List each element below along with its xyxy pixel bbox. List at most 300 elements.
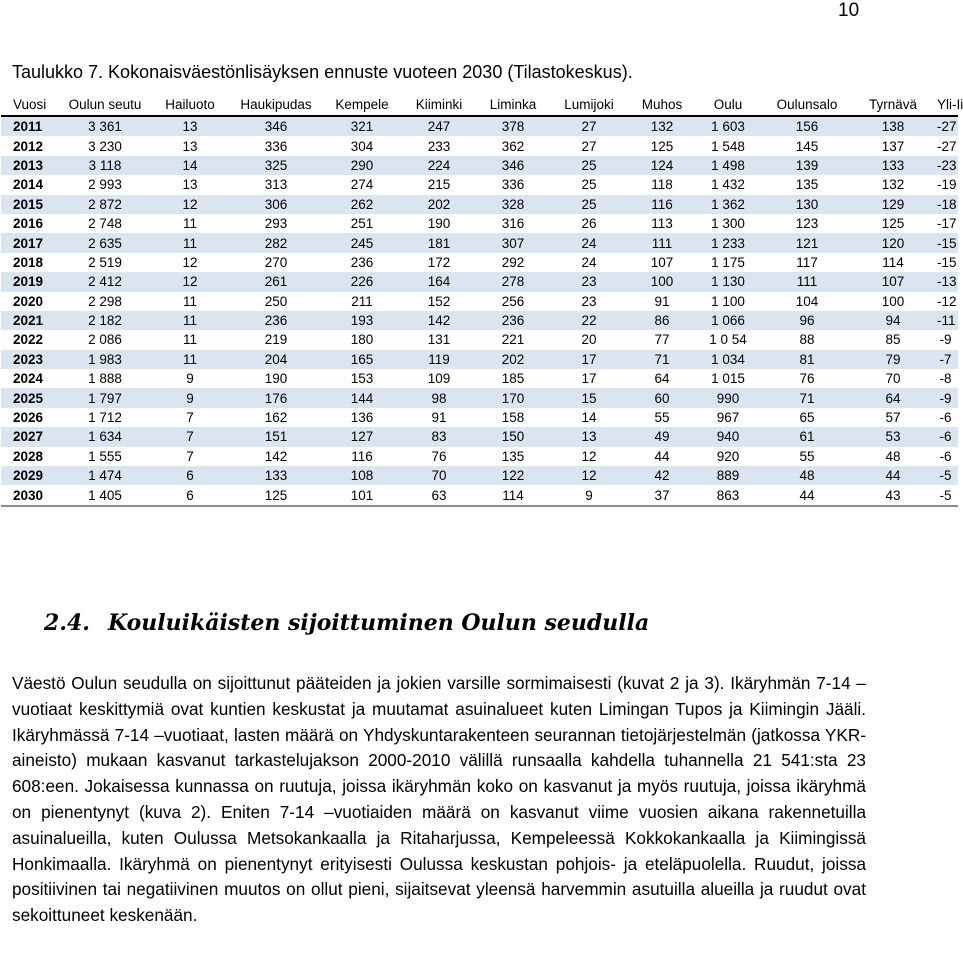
value-cell: 190 — [427, 216, 451, 232]
value-cell: 261 — [229, 272, 323, 291]
value-cell: 71 — [629, 350, 695, 369]
value-cell: 1 603 — [695, 116, 761, 136]
value-cell: 27 — [581, 138, 597, 154]
value-cell: 79 — [853, 350, 933, 369]
value-cell: 940 — [695, 427, 761, 446]
value-cell: 12 — [151, 272, 229, 291]
value-cell: 2 086 — [88, 332, 122, 348]
year-cell: 2019 — [1, 272, 59, 291]
table-row — [1, 427, 958, 446]
value-cell: 76 — [431, 448, 447, 464]
value-cell: 11 — [151, 350, 229, 369]
value-cell: 3 118 — [59, 156, 151, 175]
value-cell: 967 — [716, 410, 740, 426]
value-cell: 2 872 — [59, 195, 151, 214]
column-header: Liminka — [477, 93, 549, 116]
value-cell: 144 — [323, 388, 401, 407]
column-header: Oulunsalo — [761, 93, 853, 116]
value-cell: -27 — [937, 138, 957, 154]
column-header: Oulu — [695, 93, 761, 116]
value-cell: 133 — [229, 466, 323, 485]
value-cell: 190 — [264, 371, 288, 387]
value-cell: 135 — [501, 448, 525, 464]
value-cell: -15 — [933, 233, 958, 252]
value-cell: 113 — [651, 216, 673, 232]
value-cell: -17 — [937, 216, 957, 232]
year-cell: 2021 — [1, 311, 59, 330]
value-cell: 2 748 — [88, 216, 122, 232]
value-cell: 107 — [853, 272, 933, 291]
value-cell: 1 797 — [59, 388, 151, 407]
value-cell: 165 — [323, 350, 401, 369]
value-cell: 76 — [799, 371, 815, 387]
table-header-row — [1, 93, 958, 116]
value-cell: 150 — [477, 427, 549, 446]
table-row — [1, 447, 958, 466]
table-caption: Taulukko 7. Kokonaisväestönlisäyksen ennuste vuoteen 2030 (Tilastokeskus). — [12, 62, 633, 82]
value-cell: 132 — [629, 116, 695, 136]
value-cell: 292 — [501, 254, 525, 270]
value-cell: 282 — [229, 233, 323, 252]
value-cell: 226 — [323, 272, 401, 291]
value-cell: -23 — [933, 156, 958, 175]
value-cell: 25 — [549, 195, 629, 214]
value-cell: 12 — [581, 448, 597, 464]
value-cell: 13 — [549, 427, 629, 446]
value-cell: 23 — [581, 293, 597, 309]
value-cell: 116 — [629, 195, 695, 214]
table-row — [1, 175, 958, 194]
value-cell: 42 — [629, 466, 695, 485]
table-row — [1, 214, 958, 233]
value-cell: -12 — [937, 293, 957, 309]
column-header: Kempele — [323, 93, 401, 116]
value-cell: -18 — [933, 195, 958, 214]
value-cell: 100 — [629, 272, 695, 291]
column-header: Yli-Ii — [933, 93, 958, 116]
value-cell: 130 — [761, 195, 853, 214]
value-cell: 204 — [229, 350, 323, 369]
value-cell: 64 — [853, 388, 933, 407]
value-cell: -6 — [939, 448, 952, 464]
value-cell: -13 — [933, 272, 958, 291]
value-cell: 17 — [581, 371, 597, 387]
value-cell: 224 — [401, 156, 477, 175]
year-cell: 2028 — [13, 448, 44, 464]
value-cell: 108 — [323, 466, 401, 485]
value-cell: -19 — [937, 177, 957, 193]
value-cell: -5 — [933, 466, 958, 485]
table-row — [1, 116, 958, 136]
value-cell: 321 — [323, 116, 401, 136]
value-cell: 111 — [761, 272, 853, 291]
year-cell: 2015 — [1, 195, 59, 214]
value-cell: 176 — [229, 388, 323, 407]
value-cell: 1 432 — [711, 177, 745, 193]
value-cell: 162 — [264, 410, 288, 426]
value-cell: 120 — [853, 233, 933, 252]
value-cell: 86 — [629, 311, 695, 330]
value-cell: 55 — [654, 410, 670, 426]
table-row — [1, 311, 958, 330]
table-row — [1, 136, 958, 155]
value-cell: -5 — [933, 485, 958, 505]
value-cell: 55 — [799, 448, 815, 464]
value-cell: 1 100 — [711, 293, 745, 309]
value-cell: 22 — [549, 311, 629, 330]
value-cell: 142 — [401, 311, 477, 330]
year-cell: 2029 — [1, 466, 59, 485]
value-cell: 202 — [401, 195, 477, 214]
value-cell: -11 — [933, 311, 958, 330]
table-row — [1, 272, 958, 291]
value-cell: 2 182 — [59, 311, 151, 330]
value-cell: 1 474 — [59, 466, 151, 485]
value-cell: 127 — [323, 427, 401, 446]
value-cell: 119 — [401, 350, 477, 369]
value-cell: 7 — [186, 448, 194, 464]
value-cell: 11 — [182, 293, 197, 309]
value-cell: 990 — [695, 388, 761, 407]
value-cell: 17 — [549, 350, 629, 369]
value-cell: 111 — [629, 233, 695, 252]
value-cell: 1 983 — [59, 350, 151, 369]
value-cell: 245 — [323, 233, 401, 252]
table-row — [1, 156, 958, 175]
section-title: Kouluikäisten sijoittuminen Oulun seudulla — [107, 610, 650, 636]
value-cell: 100 — [881, 293, 905, 309]
value-cell: 9 — [549, 485, 629, 505]
value-cell: 336 — [501, 177, 525, 193]
value-cell: 262 — [323, 195, 401, 214]
value-cell: 1 066 — [695, 311, 761, 330]
value-cell: 71 — [761, 388, 853, 407]
column-header: Muhos — [629, 93, 695, 116]
value-cell: 24 — [549, 233, 629, 252]
value-cell: -9 — [939, 332, 952, 348]
value-cell: 24 — [581, 254, 597, 270]
value-cell: 325 — [229, 156, 323, 175]
value-cell: 172 — [427, 254, 451, 270]
value-cell: 1 0 54 — [709, 332, 747, 348]
value-cell: 70 — [885, 371, 901, 387]
value-cell: 306 — [229, 195, 323, 214]
value-cell: 378 — [477, 116, 549, 136]
value-cell: 304 — [350, 138, 374, 154]
value-cell: 1 300 — [711, 216, 745, 232]
value-cell: 27 — [549, 116, 629, 136]
value-cell: 346 — [477, 156, 549, 175]
value-cell: 170 — [477, 388, 549, 407]
value-cell: 63 — [401, 485, 477, 505]
year-cell: 2023 — [1, 350, 59, 369]
year-cell: 2025 — [1, 388, 59, 407]
value-cell: -15 — [937, 254, 957, 270]
value-cell: 247 — [401, 116, 477, 136]
value-cell: 133 — [853, 156, 933, 175]
value-cell: 77 — [654, 332, 670, 348]
column-header: Tyrnävä — [853, 93, 933, 116]
value-cell: 129 — [853, 195, 933, 214]
section-heading — [44, 610, 649, 636]
value-cell: 1 634 — [59, 427, 151, 446]
population-forecast-table — [1, 93, 963, 507]
value-cell: 11 — [151, 233, 229, 252]
value-cell: 863 — [695, 485, 761, 505]
column-header: Vuosi — [1, 93, 59, 116]
value-cell: 145 — [795, 138, 819, 154]
value-cell: 43 — [853, 485, 933, 505]
year-cell: 2026 — [13, 410, 44, 426]
value-cell: 156 — [761, 116, 853, 136]
value-cell: 53 — [853, 427, 933, 446]
year-cell: 2022 — [13, 332, 44, 348]
value-cell: 70 — [401, 466, 477, 485]
value-cell: 362 — [501, 138, 525, 154]
value-cell: 336 — [264, 138, 288, 154]
value-cell: 346 — [229, 116, 323, 136]
value-cell: 132 — [881, 177, 905, 193]
value-cell: 88 — [799, 332, 815, 348]
value-cell: 3 230 — [88, 138, 122, 154]
value-cell: 293 — [264, 216, 288, 232]
value-cell: 138 — [853, 116, 933, 136]
value-cell: 107 — [650, 254, 674, 270]
value-cell: 125 — [881, 216, 905, 232]
value-cell: 1 888 — [88, 371, 122, 387]
value-cell: 153 — [350, 371, 374, 387]
table-body — [1, 116, 958, 506]
table-row — [1, 485, 958, 505]
value-cell: 193 — [323, 311, 401, 330]
value-cell: 1 130 — [695, 272, 761, 291]
value-cell: 236 — [477, 311, 549, 330]
year-cell: 2024 — [13, 371, 44, 387]
value-cell: 7 — [186, 410, 194, 426]
value-cell: 14 — [151, 156, 229, 175]
value-cell: 13 — [182, 138, 198, 154]
value-cell: 164 — [401, 272, 477, 291]
value-cell: 96 — [761, 311, 853, 330]
year-cell: 2014 — [13, 177, 44, 193]
table-row — [1, 292, 958, 311]
value-cell: 26 — [581, 216, 597, 232]
value-cell: 256 — [501, 293, 525, 309]
value-cell: 219 — [264, 332, 288, 348]
value-cell: 91 — [431, 410, 447, 426]
value-cell: 13 — [151, 116, 229, 136]
value-cell: 12 — [182, 254, 198, 270]
value-cell: 94 — [853, 311, 933, 330]
value-cell: 233 — [427, 138, 451, 154]
value-cell: 124 — [629, 156, 695, 175]
column-header: Oulun seutu — [59, 93, 151, 116]
year-cell: 2018 — [13, 254, 44, 270]
value-cell: 131 — [427, 332, 451, 348]
value-cell: 316 — [501, 216, 525, 232]
value-cell: 181 — [401, 233, 477, 252]
section-body-text: Väestö Oulun seudulla on sijoittunut pääteiden ja jokien varsille sormimaisesti (kuvat 2 ja 3). Ikäryhmän 7-14 –vuotiaat keskittymiä ovat kuntien keskustat ja muutamat asuinalueet kuten Limingan Tupos ja Kiimingin Jääli. Ikäryhmässä 7-14 –vuotiaat, lasten määrä on Yhdyskuntarakenteen seurannan tietojärjestelmän (jatkossa YKR-aineisto) mukaan kasvanut tarkastelujakson 2000-2010 välillä runsaalla kahdella tuhannella 21 541:sta 23 608:een. Jokaisessa kunnassa on ruutuja, joissa ikäryhmän koko on kasvanut ja myös ruutuja, joissa ikäryhmä on pienentynyt (kuva 2). Eniten 7-14 –vuotiaiden määrä on kasvanut viime vuosien aikana rakennetuilla asuinalueilla, kuten Oulussa Metsokankaalla ja Ritaharjussa, Kempeleessä Kokkokankaalla ja Kiimingissä Honkimaalla. Ikäryhmä on pienentynyt erityisesti Oulussa keskustan pohjois- ja eteläpuolella. Ruudut, joissa positiivinen tai negatiivinen muutos on ollut pieni, sijaitsevat yleensä harvemmin asutuilla alueilla ja ruudut ovat sekoittuneet keskenään. — [12, 673, 866, 926]
page-number: 10 — [838, 0, 860, 21]
section-number: 2.4. — [44, 610, 90, 636]
value-cell: 13 — [182, 177, 198, 193]
value-cell: 2 993 — [88, 177, 122, 193]
value-cell: 15 — [549, 388, 629, 407]
value-cell: 123 — [795, 216, 819, 232]
value-cell: 1 548 — [711, 138, 745, 154]
table-row — [1, 388, 958, 407]
value-cell: 2 412 — [59, 272, 151, 291]
value-cell: 1 034 — [695, 350, 761, 369]
year-cell: 2016 — [13, 216, 44, 232]
table-row — [1, 408, 958, 427]
value-cell: 83 — [401, 427, 477, 446]
year-cell: 2017 — [1, 233, 59, 252]
value-cell: 2 635 — [59, 233, 151, 252]
value-cell: 44 — [761, 485, 853, 505]
value-cell: 328 — [477, 195, 549, 214]
value-cell: 1 233 — [695, 233, 761, 252]
value-cell: 25 — [581, 177, 597, 193]
table-row — [1, 253, 958, 272]
value-cell: 236 — [229, 311, 323, 330]
value-cell: 104 — [795, 293, 819, 309]
value-cell: 25 — [549, 156, 629, 175]
value-cell: 6 — [151, 466, 229, 485]
value-cell: 91 — [654, 293, 670, 309]
table-row — [1, 466, 958, 485]
year-cell: 2030 — [1, 485, 59, 505]
value-cell: 117 — [796, 254, 818, 270]
value-cell: 48 — [761, 466, 853, 485]
year-cell: 2012 — [13, 138, 44, 154]
table-row — [1, 369, 958, 388]
value-cell: 151 — [229, 427, 323, 446]
value-cell: 11 — [182, 332, 197, 348]
value-cell: -7 — [933, 350, 958, 369]
value-cell: 85 — [885, 332, 901, 348]
value-cell: 139 — [761, 156, 853, 175]
column-header: Hailuoto — [151, 93, 229, 116]
value-cell: 152 — [427, 293, 451, 309]
value-cell: 81 — [761, 350, 853, 369]
table-row — [1, 330, 958, 349]
value-cell: 121 — [761, 233, 853, 252]
value-cell: 250 — [264, 293, 288, 309]
value-cell: 114 — [882, 254, 904, 270]
value-cell: 6 — [151, 485, 229, 505]
value-cell: 114 — [477, 485, 549, 505]
value-cell: 61 — [761, 427, 853, 446]
value-cell: 12 — [549, 466, 629, 485]
year-cell: 2011 — [1, 116, 59, 136]
table-row — [1, 350, 958, 369]
value-cell: 65 — [799, 410, 815, 426]
value-cell: 920 — [716, 448, 740, 464]
value-cell: 889 — [695, 466, 761, 485]
value-cell: 7 — [151, 427, 229, 446]
value-cell: 202 — [477, 350, 549, 369]
value-cell: 101 — [323, 485, 401, 505]
value-cell: 44 — [853, 466, 933, 485]
value-cell: 9 — [151, 388, 229, 407]
table-row — [1, 195, 958, 214]
value-cell: 125 — [229, 485, 323, 505]
value-cell: 3 361 — [59, 116, 151, 136]
value-cell: 11 — [151, 311, 229, 330]
value-cell: 1 498 — [695, 156, 761, 175]
value-cell: 12 — [151, 195, 229, 214]
value-cell: 290 — [323, 156, 401, 175]
value-cell: -6 — [939, 410, 952, 426]
year-cell: 2020 — [13, 293, 44, 309]
value-cell: 116 — [351, 448, 373, 464]
value-cell: 118 — [651, 177, 673, 193]
value-cell: 136 — [350, 410, 374, 426]
value-cell: 125 — [650, 138, 674, 154]
value-cell: 64 — [654, 371, 670, 387]
value-cell: 180 — [350, 332, 374, 348]
value-cell: 14 — [581, 410, 597, 426]
value-cell: 307 — [477, 233, 549, 252]
value-cell: -27 — [933, 116, 958, 136]
value-cell: 109 — [427, 371, 451, 387]
value-cell: 142 — [264, 448, 288, 464]
value-cell: 44 — [654, 448, 670, 464]
value-cell: 48 — [885, 448, 901, 464]
value-cell: 1 175 — [711, 254, 745, 270]
value-cell: 57 — [885, 410, 901, 426]
value-cell: 37 — [629, 485, 695, 505]
value-cell: 20 — [581, 332, 597, 348]
value-cell: 274 — [350, 177, 374, 193]
table-row — [1, 233, 958, 252]
value-cell: 221 — [501, 332, 525, 348]
value-cell: 278 — [477, 272, 549, 291]
value-cell: 313 — [264, 177, 288, 193]
value-cell: 137 — [881, 138, 905, 154]
value-cell: 236 — [350, 254, 374, 270]
value-cell: 122 — [477, 466, 549, 485]
value-cell: 1 712 — [88, 410, 122, 426]
value-cell: 251 — [350, 216, 374, 232]
year-cell: 2013 — [1, 156, 59, 175]
value-cell: 1 555 — [88, 448, 122, 464]
value-cell: 60 — [629, 388, 695, 407]
value-cell: 49 — [629, 427, 695, 446]
value-cell: 9 — [186, 371, 194, 387]
value-cell: 185 — [501, 371, 525, 387]
value-cell: 215 — [427, 177, 451, 193]
column-header: Haukipudas — [229, 93, 323, 116]
value-cell: 211 — [351, 293, 373, 309]
value-cell: 2 519 — [88, 254, 122, 270]
column-header: Kiiminki — [401, 93, 477, 116]
value-cell: 135 — [795, 177, 819, 193]
value-cell: 23 — [549, 272, 629, 291]
value-cell: 1 015 — [711, 371, 745, 387]
value-cell: 158 — [501, 410, 525, 426]
year-cell: 2027 — [1, 427, 59, 446]
value-cell: -6 — [933, 427, 958, 446]
value-cell: 2 298 — [88, 293, 122, 309]
value-cell: 1 362 — [695, 195, 761, 214]
value-cell: -8 — [939, 371, 952, 387]
value-cell: 270 — [264, 254, 288, 270]
column-header: Lumijoki — [549, 93, 629, 116]
value-cell: 11 — [182, 216, 197, 232]
value-cell: 98 — [401, 388, 477, 407]
